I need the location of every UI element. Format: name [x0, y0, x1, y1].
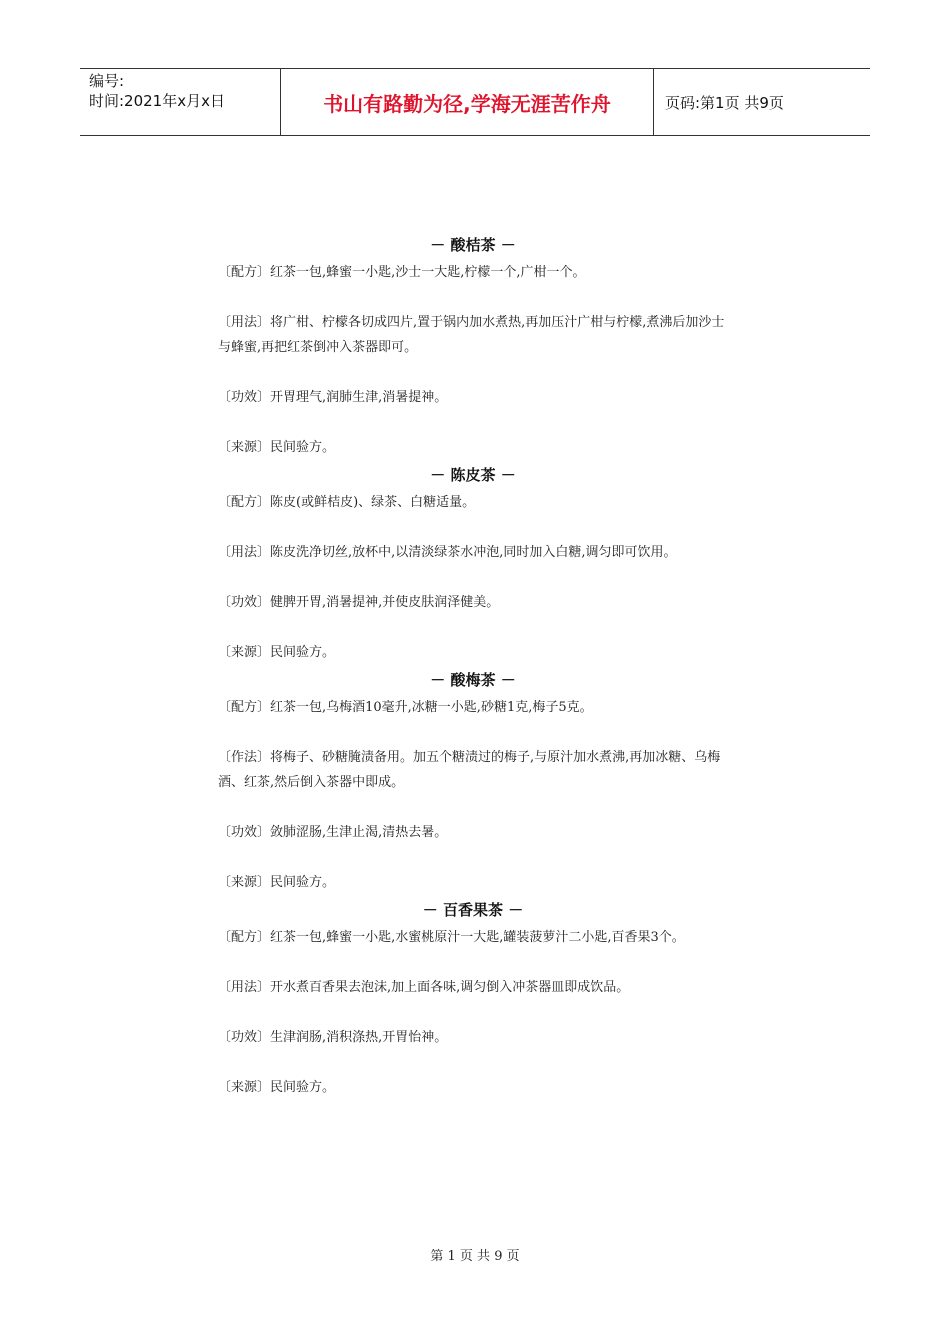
recipe-source: 〔来源〕民间验方。 [218, 875, 336, 890]
recipe-section [218, 665, 728, 895]
recipe-formula: 〔配方〕红茶一包,蜂蜜一小匙,沙士一大匙,柠檬一个,广柑一个。 [218, 265, 586, 280]
recipe-effect: 〔功效〕健脾开胃,消暑提神,并使皮肤润泽健美。 [218, 595, 500, 610]
recipe-formula: 〔配方〕陈皮(或鲜桔皮)、绿茶、白糖适量。 [218, 495, 476, 510]
recipe-source: 〔来源〕民间验方。 [218, 440, 336, 455]
recipe-effect: 〔功效〕生津润肠,消积涤热,开胃怡神。 [218, 1030, 448, 1045]
recipe-section [218, 460, 728, 665]
recipe-usage: 〔用法〕将广柑、柠檬各切成四片,置于锅内加水煮热,再加压汁广柑与柠檬,煮沸后加沙士与蜂蜜,再把红茶倒冲入茶器即可。 [218, 315, 725, 355]
page-footer: 第 1 页 共 9 页 [430, 1249, 520, 1264]
recipe-formula: 〔配方〕红茶一包,乌梅酒10毫升,冰糖一小匙,砂糖1克,梅子5克。 [218, 700, 593, 715]
recipe-effect: 〔功效〕开胃理气,润肺生津,消暑提神。 [218, 390, 448, 405]
recipe-source: 〔来源〕民间验方。 [218, 1080, 336, 1095]
recipe-title: － 陈皮茶 － [430, 466, 516, 484]
header-page-label: 页码:第1页 共9页 [665, 93, 784, 112]
document-body [218, 230, 728, 1100]
document-header [80, 68, 870, 136]
recipe-usage: 〔用法〕陈皮洗净切丝,放杯中,以清淡绿茶水冲泡,同时加入白糖,调匀即可饮用。 [218, 545, 677, 560]
recipe-usage: 〔用法〕开水煮百香果去泡沫,加上面各味,调匀倒入冲茶器皿即成饮品。 [218, 980, 630, 995]
number-label: 编号: [89, 72, 125, 90]
recipe-title: － 酸桔茶 － [430, 236, 516, 254]
recipe-title: － 酸梅茶 － [430, 671, 516, 689]
recipe-method: 〔作法〕将梅子、砂糖腌渍备用。加五个糖渍过的梅子,与原汁加水煮沸,再加冰糖、乌梅酒、红茶,然后倒入茶器中即成。 [218, 750, 721, 790]
header-meta [80, 69, 281, 135]
header-motto: 书山有路勤为径,学海无涯苦作舟 [281, 69, 654, 135]
time-label: 时间:2021年x月x日 [89, 92, 225, 110]
recipe-section [218, 230, 728, 460]
recipe-section [218, 895, 728, 1100]
recipe-title: － 百香果茶 － [422, 901, 524, 919]
recipe-effect: 〔功效〕敛肺涩肠,生津止渴,清热去暑。 [218, 825, 448, 840]
recipe-source: 〔来源〕民间验方。 [218, 645, 336, 660]
recipe-formula: 〔配方〕红茶一包,蜂蜜一小匙,水蜜桃原汁一大匙,罐装菠萝汁二小匙,百香果3个。 [218, 930, 685, 945]
